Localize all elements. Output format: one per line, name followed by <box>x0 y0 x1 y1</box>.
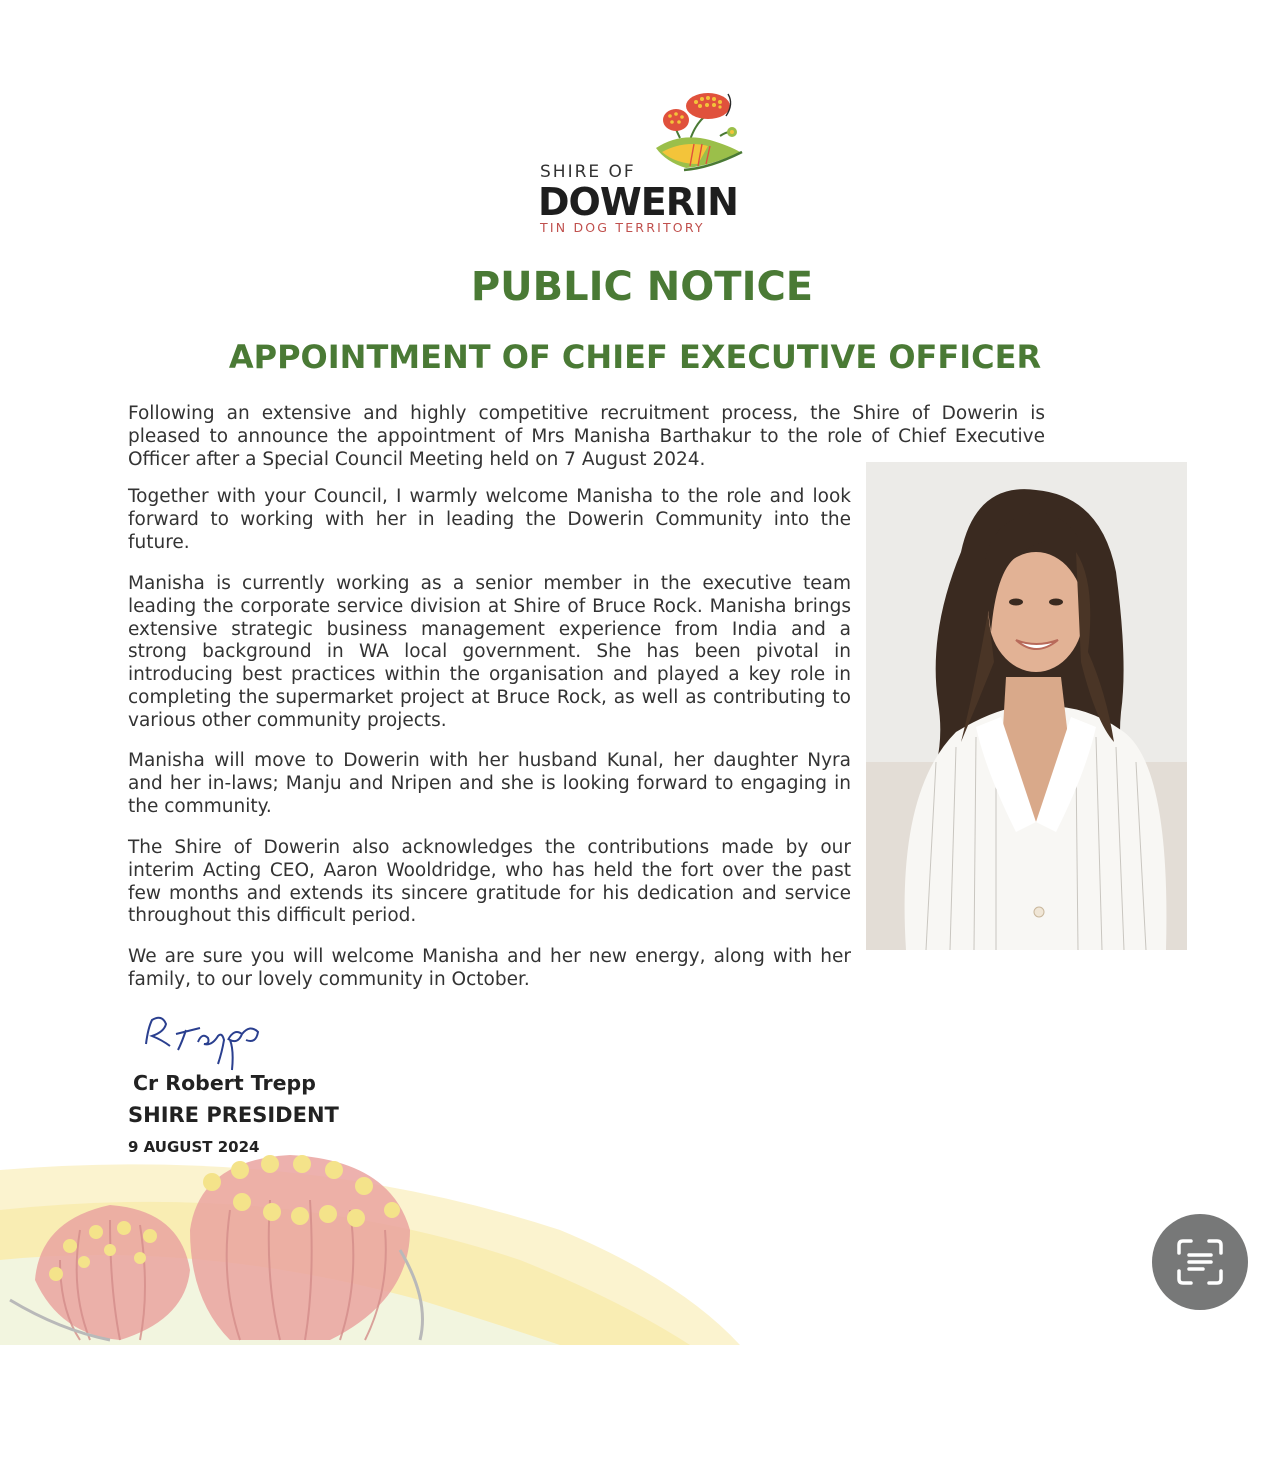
paragraph-welcome: Together with your Council, I warmly welcome Manisha to the role and look forward to working with her in leading the Dowerin Community into the future. <box>128 486 851 553</box>
signer-name: Cr Robert Trepp <box>133 1071 316 1095</box>
text-scan-button[interactable] <box>1152 1214 1248 1310</box>
notice-date: 9 AUGUST 2024 <box>128 1138 260 1156</box>
paragraph-closing: We are sure you will welcome Manisha and her new energy, along with her family, to our lovely community in October. <box>128 946 851 990</box>
paragraph-acknowledgement: The Shire of Dowerin also acknowledges the contributions made by our interim Acting CEO, Aaron Wooldridge, who has held the fort over the past few months and extends its sincere gratitude for his dedication and service throughout this difficult period. <box>128 837 851 927</box>
notice-subtitle: APPOINTMENT OF CHIEF EXECUTIVE OFFICER <box>228 338 1042 376</box>
logo-tagline: TIN DOG TERRITORY <box>540 220 705 235</box>
paragraph-background: Manisha is currently working as a senior member in the executive team leading the corporate service division at Shire of Bruce Rock. Manisha brings extensive strategic business management experience from India and a strong background in WA local government. She has been pivotal in introducing best practices within the organisation and played a key role in completing the supermarket project at Bruce Rock, as well as contributing to various other community projects. <box>128 573 851 731</box>
decorative-flower-footer <box>0 1150 760 1345</box>
ceo-portrait-photo <box>866 462 1187 950</box>
text-scan-icon <box>1173 1235 1227 1289</box>
logo-name: DOWERIN <box>538 180 738 224</box>
logo-shire-of: SHIRE OF <box>540 162 636 182</box>
paragraph-announcement: Following an extensive and highly competitive recruitment process, the Shire of Dowerin is pleased to announce the appointment of Mrs Manisha Barthakur to the role of Chief Executive Officer after a Special Council Meeting held on 7 August 2024. <box>128 403 1045 470</box>
paragraph-family: Manisha will move to Dowerin with her husband Kunal, her daughter Nyra and her in-laws; Manju and Nripen and she is looking forward to engaging in the community. <box>128 750 851 817</box>
signature-image <box>138 1010 278 1072</box>
shire-logo <box>538 92 748 242</box>
notice-title: PUBLIC NOTICE <box>470 264 814 310</box>
flower-logo-icon <box>650 92 746 176</box>
signer-title: SHIRE PRESIDENT <box>128 1103 339 1127</box>
